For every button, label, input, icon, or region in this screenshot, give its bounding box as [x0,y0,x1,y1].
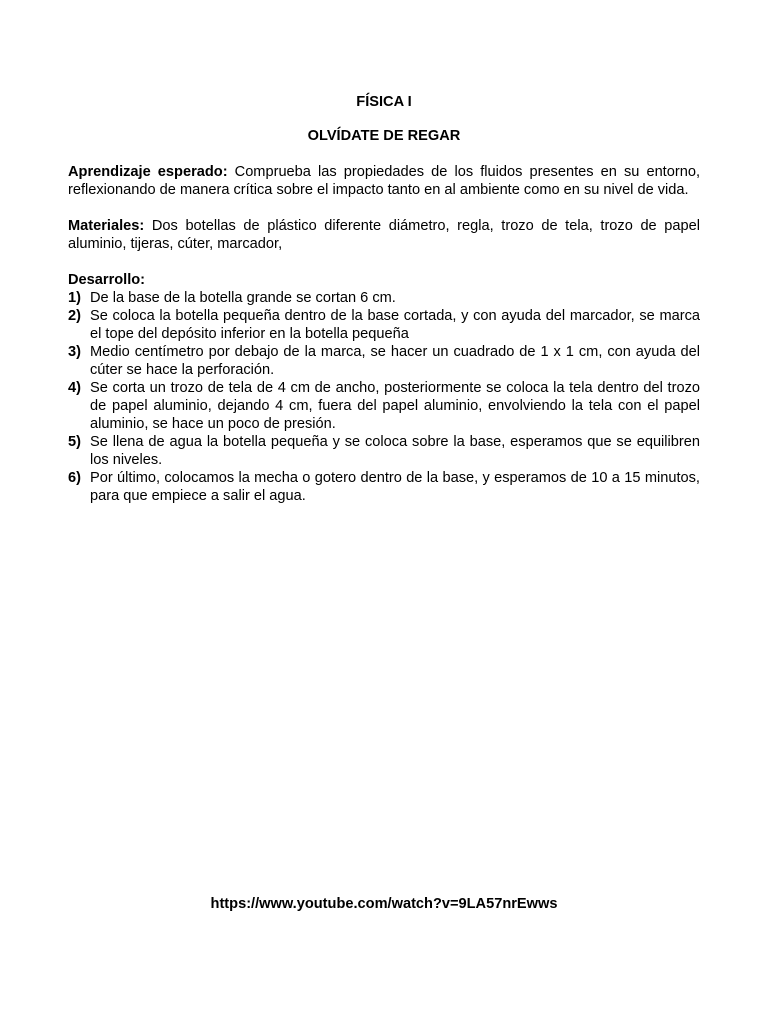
list-item [68,307,700,343]
step-number: 3) [68,344,81,360]
subject-heading: FÍSICA I [356,94,412,110]
step-text: Se coloca la botella pequeña dentro de la base cortada, y con ayuda del marcador, se marca el tope del depósito inferior en la botella pequeña [90,308,700,342]
list-item [68,379,700,433]
aprendizaje-paragraph [68,163,700,199]
aprendizaje-text: Comprueba las propiedades de los fluidos presentes en su entorno, reflexionando de manera crítica sobre el impacto tanto en al ambiente como en su nivel de vida. [68,164,701,198]
list-item [68,343,700,379]
materiales-paragraph [68,217,700,253]
step-number: 4) [68,380,81,396]
aprendizaje-label: Aprendizaje esperado: [68,164,228,180]
step-text: Por último, colocamos la mecha o gotero dentro de la base, y esperamos de 10 a 15 minutos, para que empiece a salir el agua. [90,470,700,504]
step-number: 2) [68,308,81,324]
list-item [68,289,700,307]
step-number: 5) [68,434,81,450]
document-page [68,93,700,505]
step-text: Se llena de agua la botella pequeña y se coloca sobre la base, esperamos que se equilibren los niveles. [90,434,700,468]
materiales-text: Dos botellas de plástico diferente diámetro, regla, trozo de tela, trozo de papel aluminio, tijeras, cúter, marcador, [68,218,700,252]
footer-url: https://www.youtube.com/watch?v=9LA57nrEwws [210,896,558,912]
list-item [68,469,700,505]
step-text: Medio centímetro por debajo de la marca, se hacer un cuadrado de 1 x 1 cm, con ayuda del cúter se hace la perforación. [90,344,700,378]
step-number: 1) [68,290,81,306]
page-title: OLVÍDATE DE REGAR [307,128,461,144]
desarrollo-heading: Desarrollo: [68,272,146,288]
step-number: 6) [68,470,81,486]
step-text: Se corta un trozo de tela de 4 cm de ancho, posteriormente se coloca la tela dentro del trozo de papel aluminio, dejando 4 cm, fuera del papel aluminio, envolviendo la tela con el papel aluminio, se hace un poco de presión. [90,380,700,432]
steps-list [68,289,700,505]
step-text: De la base de la botella grande se cortan 6 cm. [90,290,396,306]
materiales-label: Materiales: [68,218,145,234]
list-item [68,433,700,469]
